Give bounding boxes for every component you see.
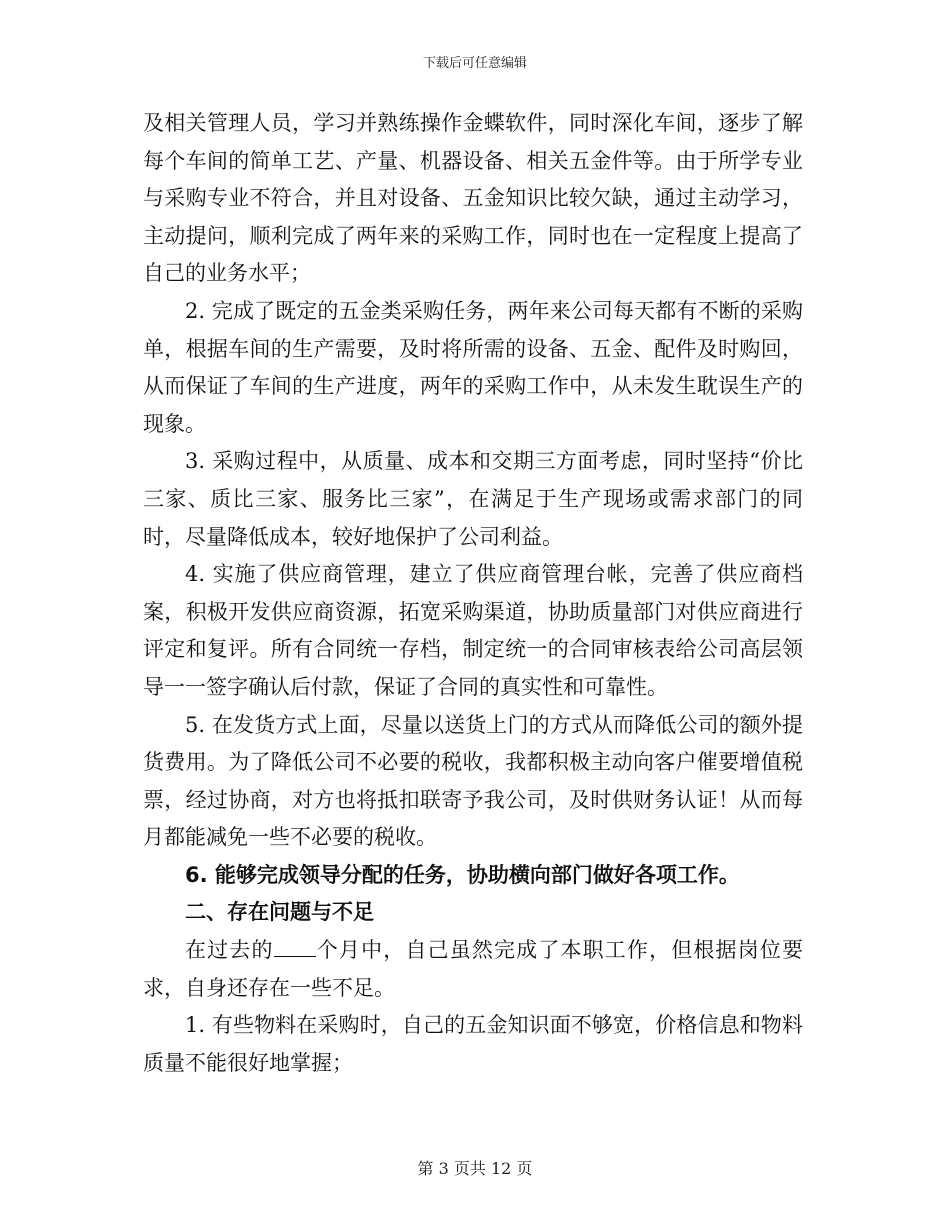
paragraph-item-5: 5. 在发货方式上面，尽量以送货上门的方式从而降低公司的额外提货费用。为了降低公司不必要的税收，我都积极主动向客户催要增值税票，经过协商，对方也将抵扣联寄予我公司，及时供财务认证！从而每月都能减免一些不必要的税收。 <box>143 712 803 850</box>
intro-text-after: 个月中，自己虽然完成了本职工作，但根据岗位要求，自身还存在一些不足。 <box>143 938 804 1000</box>
paragraph-item-2: 2. 完成了既定的五金类采购任务，两年来公司每天都有不断的采购单，根据车间的生产需要，及时将所需的设备、五金、配件及时购回，从而保证了车间的生产进度，两年的采购工作中，从未发生耽误生产的现象。 <box>143 298 803 436</box>
paragraph-issue-1: 1. 有些物料在采购时，自己的五金知识面不够宽，价格信息和物料质量不能很好地掌握； <box>143 1013 803 1075</box>
paragraph-intro <box>143 932 803 1007</box>
document-body <box>143 105 803 1082</box>
section-heading: 二、存在问题与不足 <box>185 900 374 925</box>
page-header-note: 下载后可任意编辑 <box>422 56 527 71</box>
page-footer-number: 第 3 页共 12 页 <box>417 1159 533 1178</box>
paragraph-item-6: 6. 能够完成领导分配的任务，协助横向部门做好各项工作。 <box>185 862 740 887</box>
paragraph-continuation: 及相关管理人员，学习并熟练操作金蝶软件，同时深化车间，逐步了解每个车间的简单工艺、产量、机器设备、相关五金件等。由于所学专业与采购专业不符合，并且对设备、五金知识比较欠缺，通过主动学习，主动提问，顺利完成了两年来的采购工作，同时也在一定程度上提高了自己的业务水平； <box>143 111 803 286</box>
paragraph-item-3: 3. 采购过程中，从质量、成本和交期三方面考虑，同时坚持“价比三家、质比三家、服务比三家”，在满足于生产现场或需求部门的同时，尽量降低成本，较好地保护了公司利益。 <box>143 449 803 549</box>
fill-in-blank <box>274 938 316 957</box>
intro-text-before: 在过去的 <box>185 938 274 963</box>
paragraph-item-4: 4. 实施了供应商管理，建立了供应商管理台帐，完善了供应商档案，积极开发供应商资源，拓宽采购渠道，协助质量部门对供应商进行评定和复评。所有合同统一存档，制定统一的合同审核表给公司高层领导一一签字确认后付款，保证了合同的真实性和可靠性。 <box>143 562 803 699</box>
